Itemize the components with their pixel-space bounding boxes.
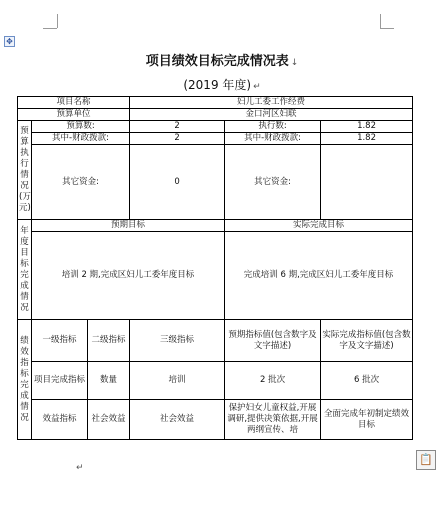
r2-actual[interactable]: 全面完成年初制定绩效目标 <box>321 400 413 440</box>
other-funds-exec-label: 其它资金: <box>225 145 321 220</box>
expected-goal-text[interactable]: 培训 2 期,完成区妇儿工委年度目标 <box>32 232 225 320</box>
budget-label: 预算数: <box>32 121 130 133</box>
table-row <box>18 97 413 109</box>
crop-mark-top-right-v <box>380 14 381 28</box>
table-row <box>18 145 413 220</box>
col-expected-value-header: 预期指标值(包含数字及文字描述) <box>225 320 321 362</box>
table-row <box>18 232 413 320</box>
r2-level1[interactable]: 效益指标 <box>32 400 88 440</box>
performance-table <box>17 96 413 440</box>
exec-value[interactable]: 1.82 <box>321 121 413 133</box>
perf-section-label: 绩效指标完成情况 <box>18 320 32 440</box>
r1-level3[interactable]: 培训 <box>130 362 225 400</box>
table-row <box>18 362 413 400</box>
fiscal-label: 其中-财政拨款: <box>32 133 130 145</box>
table-row <box>18 400 413 440</box>
budget-section-label: 预算执行情况(万元) <box>18 121 32 220</box>
document-title <box>0 50 444 69</box>
r1-expected[interactable]: 2 批次 <box>225 362 321 400</box>
exec-label: 执行数: <box>225 121 321 133</box>
r2-level3[interactable]: 社会效益 <box>130 400 225 440</box>
actual-goal-label: 实际完成目标 <box>225 220 413 232</box>
r1-level2[interactable]: 数量 <box>88 362 130 400</box>
col-level2-header: 二级指标 <box>88 320 130 362</box>
project-name-value[interactable]: 妇儿工委工作经费 <box>130 97 413 109</box>
other-funds-budget-value[interactable]: 0 <box>130 145 225 220</box>
subtitle-text: (2019 年度) <box>183 78 252 92</box>
col-level3-header: 三级指标 <box>130 320 225 362</box>
fiscal-budget-value[interactable]: 2 <box>130 133 225 145</box>
paste-options-icon[interactable]: 📋 <box>416 450 436 470</box>
col-level1-header: 一级指标 <box>32 320 88 362</box>
budget-value[interactable]: 2 <box>130 121 225 133</box>
title-text: 项目绩效目标完成情况表 <box>145 54 289 69</box>
unit-value[interactable]: 金口河区妇联 <box>130 109 413 121</box>
paragraph-mark: ↓ <box>290 58 299 68</box>
end-return-mark: ↵ <box>76 463 84 473</box>
actual-goal-text[interactable]: 完成培训 6 期,完成区妇儿工委年度目标 <box>225 232 413 320</box>
table-row <box>18 133 413 145</box>
r1-level1[interactable]: 项目完成指标 <box>32 362 88 400</box>
table-move-handle-icon[interactable]: ✥ <box>4 36 15 47</box>
crop-mark-top-left-h <box>43 28 57 29</box>
unit-label: 预算单位 <box>18 109 130 121</box>
r2-expected[interactable]: 保护妇女儿童权益,开展调研,提供决策依据,开展两纲宣传、培 <box>225 400 321 440</box>
table-row <box>18 220 413 232</box>
r2-level2[interactable]: 社会效益 <box>88 400 130 440</box>
project-name-label: 项目名称 <box>18 97 130 109</box>
table-row <box>18 320 413 362</box>
table-row <box>18 121 413 133</box>
r1-actual[interactable]: 6 批次 <box>321 362 413 400</box>
fiscal-exec-value[interactable]: 1.82 <box>321 133 413 145</box>
table-row <box>18 109 413 121</box>
other-funds-label: 其它资金: <box>32 145 130 220</box>
other-funds-exec-value[interactable] <box>321 145 413 220</box>
col-actual-value-header: 实际完成指标值(包含数字及文字描述) <box>321 320 413 362</box>
expected-goal-label: 预期目标 <box>32 220 225 232</box>
fiscal-exec-label: 其中-财政拨款: <box>225 133 321 145</box>
annual-section-label: 年度目标完成情况 <box>18 220 32 320</box>
return-mark: ↵ <box>253 82 261 92</box>
crop-mark-top-right-h <box>380 28 394 29</box>
crop-mark-top-left-v <box>57 14 58 28</box>
document-subtitle <box>0 76 444 93</box>
